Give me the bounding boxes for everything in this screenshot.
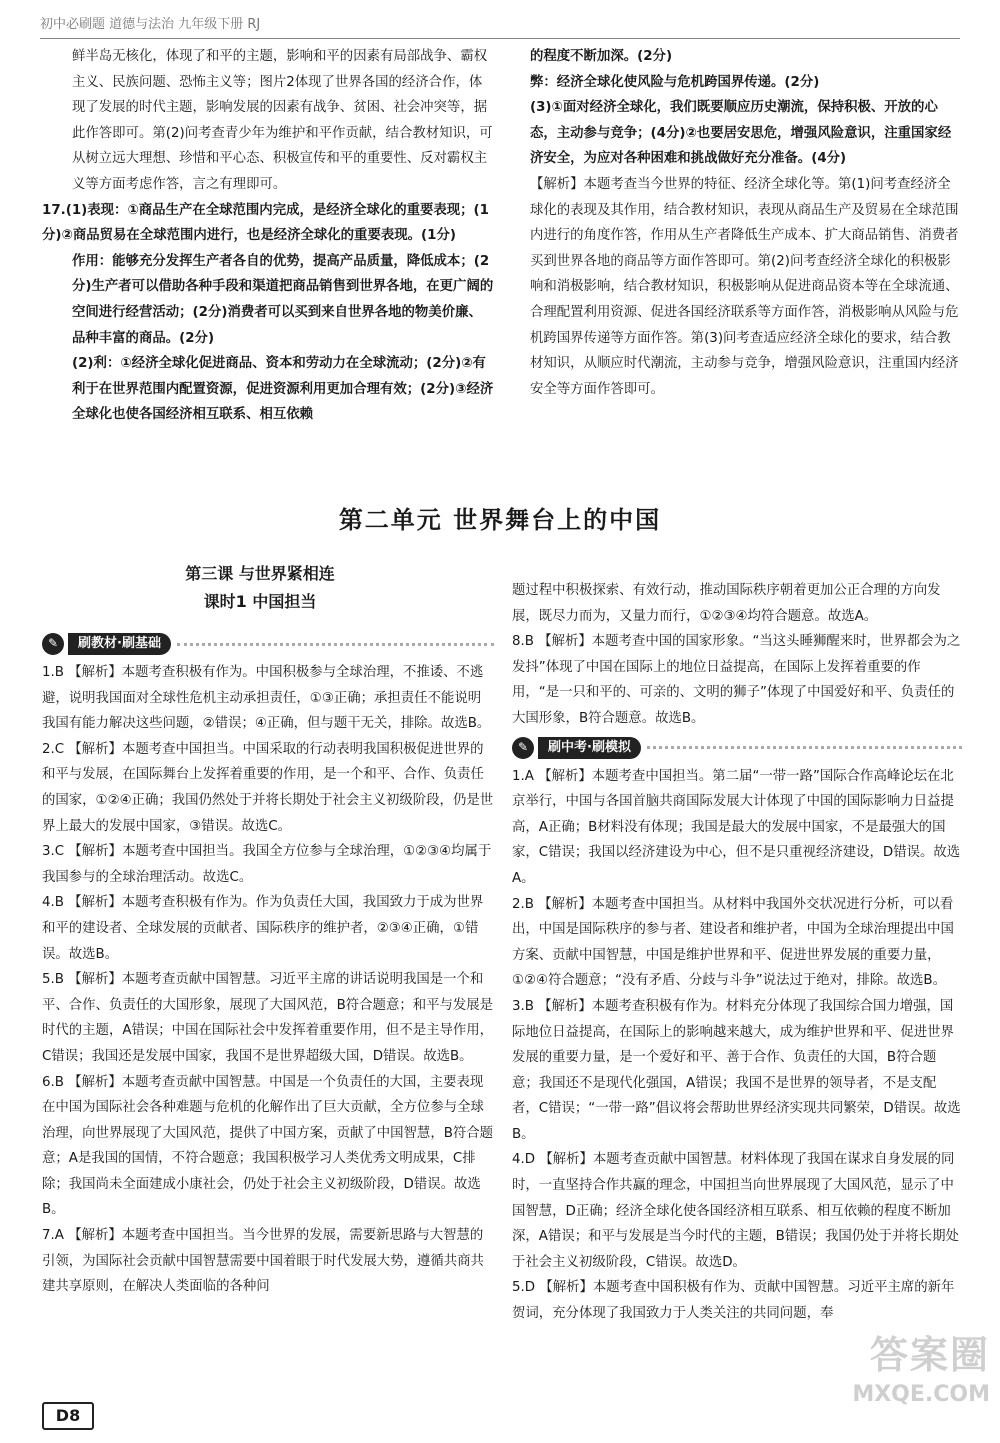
paragraph: 的程度不断加深。(2分) (530, 49, 673, 64)
answer-item: 7.A 【解析】本题考查中国担当。当今世界的发展，需要新思路与大智慧的引领，为国际社会贡献中国智慧需要中国着眼于时代发展大势，遵循共商共建共享原则，在解决人类面临的各种问 (42, 1228, 484, 1295)
left-column-top (42, 44, 494, 428)
badge-label: 刷教材·刷基础 (68, 633, 171, 655)
analysis-paragraph: 【解析】本题考查当今世界的特征、经济全球化等。第(1)问考查经济全球化的表现及其作用，结合教材知识，表现从商品生产及贸易在全球范围内进行的角度作答，作用从生产者降低生产成本、扩大商品销售、消费者买到世界各地的商品等方面作答即可。第(2)问考查经济全球化的积极影响和消极影响，结合教材知识，积极影响从促进商品资本等在全球流通、合理配置利用资源、促进各国经济联系等方面作答，消极影响从风险与危机跨国界传递等方面作答。第(3)问考查适应经济全球化的要求，结合教材知识，从顺应时代潮流，主动参与竞争，增强风险意识，注重国内经济安全等方面作答即可。 (530, 176, 959, 397)
answer-17-effect: 作用：能够充分发挥生产者各自的优势，提高产品质量，降低成本；(2分)生产者可以借助各种手段和渠道把商品销售到世界各地，在更广阔的空间进行经营活动；(2分)消费者可以买到来自世界各地的物美价廉、品种丰富的商品。(2分) (72, 253, 494, 346)
answer-item: 1.B 【解析】本题考查积极有作为。中国积极参与全球治理，不推诿、不逃避，说明我国面对全球性危机主动承担责任，①③正确；承担责任不能说明我国有能力解决这些问题，②错误；④正确，但与题干无关，排除。故选B。 (42, 665, 491, 732)
answer-item: 2.C 【解析】本题考查中国担当。中国采取的行动表明我国积极促进世界的和平与发展，在国际舞台上发挥着重要的作用，是一个和平、合作、负责任的国家，①②④正确；我国仍然处于并将长期处于社会主义初级阶段，仍是世界上最大的发展中国家，③错误。故选C。 (42, 741, 494, 834)
answer-item: 6.B 【解析】本题考查贡献中国智慧。中国是一个负责任的大国，主要表现在中国为国际社会各种难题与危机的化解作出了巨大贡献，全方位参与全球治理，向世界展现了大国风范，提供了中国方案，贡献了中国智慧，B符合题意；A是我国的国情，不符合题意；我国积极学习人类优秀文明成果，C排除；我国尚未全面建成小康社会，仍处于社会主义初级阶段，D错误。故选B。 (42, 1074, 494, 1218)
book-icon: ✎ (42, 633, 64, 655)
answer-item: 8.B 【解析】本题考查中国的国家形象。“当这头睡狮醒来时，世界都会为之发抖”体现了中国在国际上的地位日益提高，在国际上发挥着重要的作用，“是一只和平的、可亲的、文明的狮子”体现了中国爱好和平、负责任的大国形象，B符合题意。故选B。 (512, 634, 961, 726)
lesson-subheading: 课时1 中国担当 (203, 592, 317, 611)
paragraph: 鲜半岛无核化，体现了和平的主题，影响和平的因素有局部战争、霸权主义、民族问题、恐怖主义等；图片2体现了世界各国的经济合作，体现了发展的时代主题，影响发展的因素有战争、贫困、社会冲突等，据此作答即可。第(2)问考查青少年为维护和平作贡献，结合教材知识，可从树立远大理想、珍惜和平心态、积极宣传和平的重要性、反对霸权主义等方面考虑作答，言之有理即可。 (72, 49, 493, 192)
left-column-bottom (42, 628, 494, 1300)
answer-item: 2.B 【解析】本题考查中国担当。从材料中我国外交状况进行分析，可以看出，中国是国际秩序的参与者、建设者和维护者，中国为全球治理提出中国方案、贡献中国智慧，中国是维护世界和平、促进世界发展的重要力量，①②④符合题意；“没有矛盾、分歧与斗争”说法过于绝对，排除。故选B。 (512, 896, 954, 989)
right-column-bottom (512, 578, 962, 1327)
page-number: D8 (42, 1402, 94, 1430)
running-header: 初中必刷题 道德与法治 九年级下册 RJ (40, 12, 960, 39)
answer-17-part1: 17.(1)表现：①商品生产在全球范围内完成，是经济全球化的重要表现；(1分)②商品贸易在全球范围内进行，也是经济全球化的重要表现。(1分) (42, 202, 489, 244)
answer-item: 1.A 【解析】本题考查中国担当。第二届“一带一路”国际合作高峰论坛在北京举行，中国与各国首脑共商国际发展大计体现了中国的国际影响力日益提高，A正确；B材料没有体现；我国是最大的发展中国家，不是最强大的国家，C错误；我国以经济建设为中心，但不是只重视经济建设，D错误。故选A。 (512, 768, 961, 886)
section-badge-exam (512, 736, 962, 760)
watermark-logo: 答案圈 (869, 1333, 990, 1377)
right-column-top (530, 44, 962, 402)
section-badge-basic (42, 632, 494, 656)
dotted-divider (177, 643, 494, 646)
answer-item: 题过程中积极探索、有效行动，推动国际秩序朝着更加公正合理的方向发展，既尽力而为，又量力而行，①②③④均符合题意。故选A。 (512, 583, 941, 624)
unit-title: 第二单元 世界舞台上的中国 (338, 506, 662, 534)
lesson-title (130, 560, 390, 616)
dotted-divider (647, 746, 962, 749)
answer-item: 4.D 【解析】本题考查贡献中国智慧。材料体现了我国在谋求自身发展的同时，一直坚持合作共赢的理念，中国担当向世界展现了大国风范，显示了中国智慧，D正确；经济全球化使各国经济相互联系、相互依赖的程度不断加深，A错误；和平与发展是当今时代的主题，B错误；我国仍处于并将长期处于社会主义初级阶段，C错误。故选D。 (512, 1152, 959, 1270)
answer-item: 5.D 【解析】本题考查中国积极有作为、贡献中国智慧。习近平主席的新年贺词，充分体现了我国致力于人类关注的共同问题，奉 (512, 1280, 955, 1322)
lesson-heading: 第三课 与世界紧相连 (185, 564, 335, 583)
answer-item: 4.B 【解析】本题考查积极有作为。作为负责任大国，我国致力于成为世界和平的建设者、全球发展的贡献者、国际秩序的维护者，②③④正确，①错误。故选B。 (42, 895, 484, 962)
paragraph: 弊：经济全球化使风险与危机跨国界传递。(2分) (530, 74, 820, 90)
watermark (812, 1330, 990, 1430)
paragraph: (3)①面对经济全球化，我们既要顺应历史潮流，保持积极、开放的心态，主动参与竞争；(4分)②也要居安思危，增强风险意识，注重国家经济安全，为应对各种困难和挑战做好充分准备。(4分) (530, 100, 952, 167)
answer-item: 3.B 【解析】本题考查积极有作为。材料充分体现了我国综合国力增强，国际地位日益提高，在国际上的影响越来越大，成为维护世界和平、促进世界发展的重要力量，是一个爱好和平、善于合作、负责任的大国，B符合题意；我国还不是现代化强国，A错误；我国不是世界的领导者，不是支配者，C错误；“一带一路”倡议将会帮助世界经济实现共同繁荣，D错误。故选B。 (512, 998, 961, 1142)
watermark-url: MXQE.COM (852, 1382, 990, 1407)
answer-item: 5.B 【解析】本题考查贡献中国智慧。习近平主席的讲话说明我国是一个和平、合作、负责任的大国形象，展现了大国风范，B符合题意；和平与发展是时代的主题，A错误；中国在国际社会中发挥着重要作用，但不是主导作用，C错误；我国还是发展中国家，我国不是世界超级大国，D错误。故选B。 (42, 972, 494, 1064)
answer-item: 3.C 【解析】本题考查中国担当。我国全方位参与全球治理，①②③④均属于我国参与的全球治理活动。故选C。 (42, 844, 492, 885)
badge-label: 刷中考·刷模拟 (538, 737, 641, 759)
book-icon: ✎ (512, 737, 534, 759)
answer-17-part2: (2)利：①经济全球化促进商品、资本和劳动力在全球流动；(2分)②有利于在世界范围内配置资源，促进资源利用更加合理有效；(2分)③经济全球化也使各国经济相互联系、相互依赖 (72, 356, 494, 423)
